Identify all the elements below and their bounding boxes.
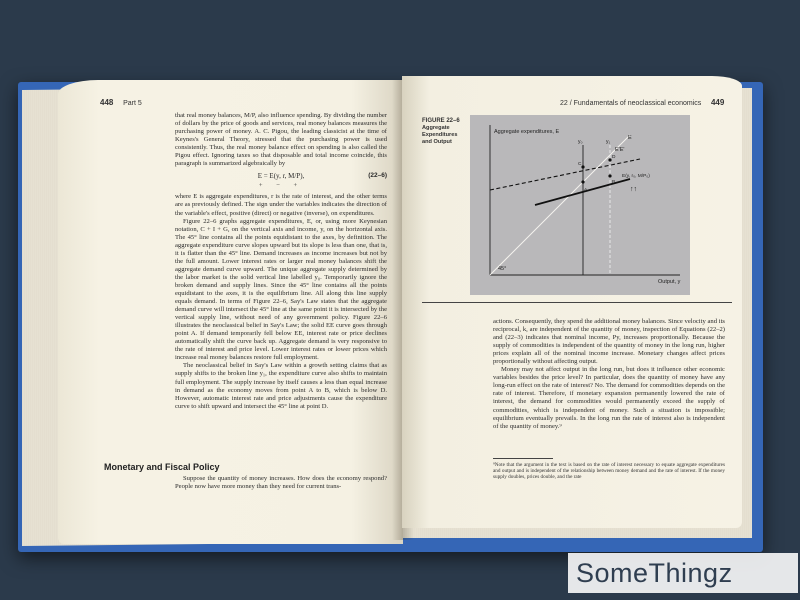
- section-heading: Monetary and Fiscal Policy: [104, 462, 220, 472]
- figure-title: Aggregate Expenditures and Output: [422, 125, 458, 145]
- left-page-number: 448: [100, 98, 114, 107]
- right-running-head: [560, 98, 724, 107]
- paragraph: where E is aggregate expenditures, r is the rate of interest, and the other terms are as previously defined. The sign under the variables indicates the direction of the variable's effect, positive (direct) or negative (inverse), on expenditures.: [175, 193, 387, 217]
- paragraph: The neoclassical belief in Say's Law within a growth setting claims that as supply shifts to the broken line y₁, the expenditure curve also shifts to maintain full employment. The supply increase by itself causes a less than equal increase in demand as the economy moves from point A to B, which is below D. However, automatic interest rate and price adjustments cause the expenditure curve to shift upward and intersect the 45° line at point D.: [175, 362, 387, 410]
- angle-label: 45°: [498, 266, 507, 272]
- shift-arrows-icon: ↑↑: [630, 186, 637, 193]
- label-point-d: D: [612, 155, 616, 160]
- right-page-number: 449: [710, 98, 725, 107]
- right-running-title: 22 / Fundamentals of neoclassical economics: [560, 100, 702, 107]
- equation-text: E = E(y, r, M/P),: [257, 172, 305, 181]
- point-c-marker: [581, 165, 584, 168]
- paragraph: actions. Consequently, they spend the additional money balances. Since velocity and its reciprocal, k, are independent of the quantity of money, inspection of Equations (22–2) and (22–3) indicates that nominal income, Py, increases proportionally. Because the supply of commodities is independent of the quantity of money in the long run, higher prices explain all of the nominal income increase. Monetary changes affect prices proportionally without affecting output.: [493, 318, 725, 366]
- equation-number: (22–6): [368, 172, 387, 180]
- series-45-degree-line: [490, 135, 630, 275]
- paragraph: Suppose the quantity of money increases. How does the economy respond? People now have more money than they need for current trans-: [175, 475, 387, 491]
- footnote-rule: [493, 458, 553, 459]
- equation-22-6: [175, 172, 387, 180]
- label-y1: y₁: [606, 139, 611, 145]
- x-axis-label: Output, y: [658, 279, 681, 285]
- chart-svg: [470, 115, 690, 295]
- left-running-head: [100, 98, 142, 107]
- left-section-text: [175, 475, 387, 491]
- paragraph: Figure 22–6 graphs aggregate expenditures, E, or, using more Keynesian notation, C + I + G, on the vertical axis and income, y, on the horizontal axis. The 45° line contains all the points equidistant to the axes, by definition. The aggregate expenditure curve slopes upward but its slope is less than one, that is, it is flatter than the 45° line. Demand increases as income increases but not by the full amount. Lower interest rates or larger real money balances shift the aggregate demand curve upward. The unique aggregate supply determined by the labor market is the solid vertical line labelled y₀. Temporarily ignore the broken demand and supply lines. Since the 45° line contains all the points equidistant to the axes, it is the equilibrium line. All along this line supply equals demand. In terms of Figure 22–6, Say's Law states that the aggregate demand curve will intersect the 45° line at the same point it is intersected by the vertical supply line, without need of any government policy. Figure 22–6 illustrates the neoclassical belief in Say's Law; the solid EE curve goes through point A. If demand temporarily fell below EE, interest rate or price declines automatically shift the curve back up. Aggregate demand is very responsive to the rate of interest and price level. Lower interest rates or lower prices which increase real money balances restore full employment.: [175, 217, 387, 362]
- watermark-logo: SomeThingz: [568, 553, 798, 593]
- figure-caption: [422, 118, 468, 146]
- label-ee: E(y, r₀, M/P₀): [622, 174, 650, 179]
- label-point-a: A: [584, 188, 588, 193]
- label-point-b: B: [612, 180, 616, 185]
- left-top-text: [175, 112, 387, 411]
- point-a-marker: [581, 180, 584, 183]
- right-body-text: [493, 318, 725, 431]
- footnote: ⁹Note that the argument in the text is based on the rate of interest necessary to equate aggregate expenditures and output and is independent of the relationship between money demand and the rate of interest. If the money supply doubles, prices double, and the rate: [493, 462, 725, 481]
- figure-divider: [422, 302, 732, 303]
- label-point-c: C: [578, 162, 582, 167]
- equation-signs: + − +: [258, 182, 304, 190]
- label-e-prime: E'E': [615, 147, 625, 153]
- paragraph: Money may not affect output in the long run, but does it influence other economic variables besides the price level? In particular, does the quantity of money have any long-run effect on the rate of interest? No. The demand for commodities depends on the rate of interest. Therefore, if monetary expansion permanently lowered the rate of interest, the demand for commodities would permanently exceed the supply of commodities, which is independent of money. Such a situation is impossible; equilibrium eventually prevails. In the long run the rate of interest also is independent of the quantity of money.⁹: [493, 366, 725, 430]
- label-e: E: [628, 135, 632, 141]
- label-y0: y₀: [578, 139, 583, 145]
- figure-number: FIGURE 22–6: [422, 118, 460, 124]
- y-axis-label: Aggregate expenditures, E: [494, 129, 560, 135]
- left-part-label: Part 5: [123, 100, 142, 107]
- point-b-marker: [608, 174, 611, 177]
- paragraph: that real money balances, M/P, also influence spending. By dividing the number of dollars by the price of goods and services, real money balances measures the purchasing power of money. A. C. Pigou, the leading classicist at the time of Keynes's General Theory, stressed that the purchasing power is used consistently. Thus, the real money balance effect on spending is also called the Pigou effect. Ignoring taxes so that disposable and total income coincide, this paragraph is summarized algebraically by: [175, 112, 387, 168]
- series-e-prime-curve: [490, 159, 640, 190]
- figure-22-6-chart: [470, 115, 690, 295]
